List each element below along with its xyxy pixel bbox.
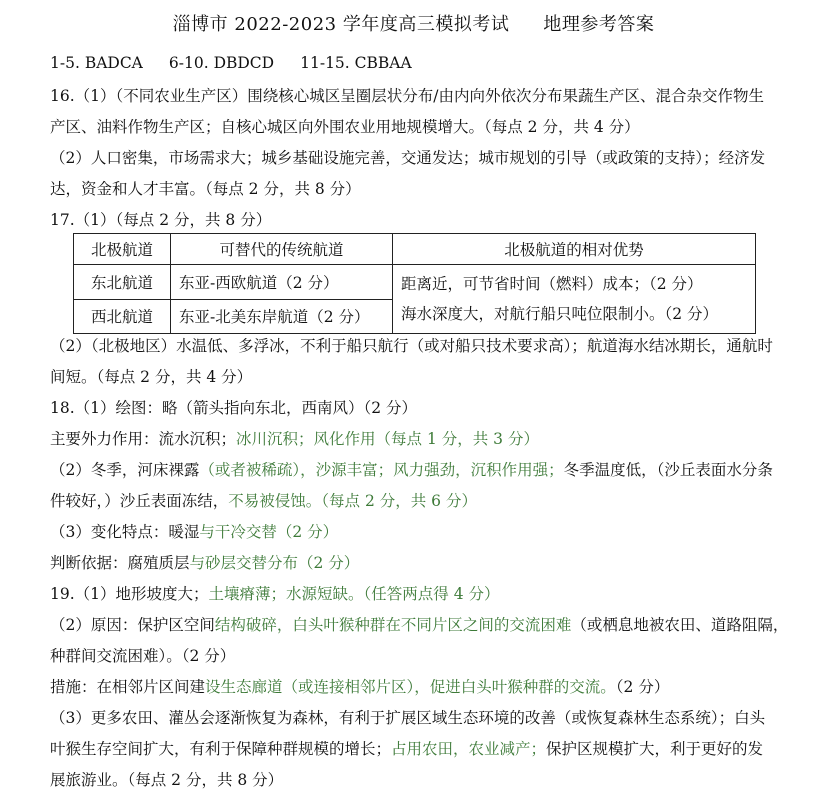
q19-line-2-a: （2）原因：保护区空间	[50, 616, 215, 634]
table-cell-traditional: 东亚-西欧航道（2 分）	[171, 265, 393, 300]
q19-line-2	[50, 615, 788, 635]
q19-line-4-c: （2 分）	[615, 678, 670, 696]
q16-line-1: 16.（1）（不同农业生产区）围绕核心城区呈圈层状分布/由内向外依次分布果蔬生产区、混合杂交作物生	[50, 87, 764, 105]
q17-part2-line-1: （2）（北极地区）水温低、多浮冰，不利于船只航行（或对船只技术要求高）；航道海水结冰期长，通航时	[50, 337, 773, 355]
q19-line-3: 种群间交流困难）。（2 分）	[50, 647, 236, 665]
q16-line-2: 产区、油料作物生产区；自核心城区向外围农业用地规模增大。（每点 2 分，共 4 分）	[50, 118, 640, 136]
q19-line-1-a: 19.（1）地形坡度大；	[50, 585, 209, 603]
q18-line-4-a: 件较好，）沙丘表面冻结，	[50, 492, 229, 510]
table-row	[74, 265, 756, 300]
table-header-cell: 可替代的传统航道	[171, 234, 393, 265]
q18-line-1: 18.（1）绘图：略（箭头指向东北，西南风）（2 分）	[50, 399, 418, 417]
q19-line-4	[50, 677, 669, 697]
q19-line-2-c: （或栖息地被农田、道路阻隔，	[571, 616, 789, 634]
q18-line-6	[50, 553, 359, 573]
q18-line-4-b: 不易被侵蚀。（每点 2 分，共 6 分）	[228, 492, 477, 510]
q19-line-7: 展旅游业。（每点 2 分，共 8 分）	[50, 771, 284, 789]
advantage-2: 海水深度大，对航行船只吨位限制小。（2 分）	[401, 305, 719, 323]
q18-line-5	[50, 522, 338, 542]
q17-part2-line-2: 间短。（每点 2 分，共 4 分）	[50, 368, 253, 386]
mcq-group-2: 6-10. DBDCD	[168, 54, 275, 72]
q18-line-6-a: 判断依据：腐殖质层	[50, 554, 190, 572]
table-cell-traditional: 东亚-北美东岸航道（2 分）	[171, 299, 393, 334]
page-title	[0, 10, 827, 36]
mcq-answers	[50, 53, 412, 73]
table-cell-route: 东北航道	[74, 265, 171, 300]
q19-line-6-a: 叶猴生存空间扩大，有利于保障种群规模的增长；	[50, 740, 392, 758]
table-header-row	[74, 234, 756, 265]
q19-line-4-b: 设生态廊道（或连接相邻片区），促进白头叶猴种群的交流。	[205, 678, 616, 696]
q19-line-2-b: 结构破碎，白头叶猴种群在不同片区之间的交流困难	[214, 616, 572, 634]
advantage-1: 距离近，可节省时间（燃料）成本；（2 分）	[401, 275, 703, 293]
q19-line-1-b: 土壤瘠薄；水源短缺。（任答两点得 4 分）	[208, 585, 500, 603]
q19-line-4-a: 措施：在相邻片区间建	[50, 678, 206, 696]
exam-title: 淄博市 2022-2023 学年度高三模拟考试	[172, 14, 510, 35]
q19-line-6	[50, 739, 763, 759]
q18-line-4	[50, 491, 477, 511]
mcq-group-3: 11-15. CBBAA	[300, 54, 412, 72]
q17-intro: 17.（1）（每点 2 分，共 8 分）	[50, 211, 272, 229]
q18-line-2-a: 主要外力作用：流水沉积；	[50, 430, 237, 448]
table-header-cell: 北极航道	[74, 234, 171, 265]
q18-line-5-b: 与干冷交替（2 分）	[199, 523, 339, 541]
q19-line-5: （3）更多农田、灌丛会逐渐恢复为森林，有利于扩展区域生态环境的改善（或恢复森林生态系统）；白头	[50, 709, 766, 727]
exam-subtitle: 地理参考答案	[543, 14, 655, 35]
q18-line-2	[50, 429, 539, 449]
q19-line-6-c: 保护区规模扩大，利于更好的发	[546, 740, 764, 758]
q18-line-3-a: （2）冬季，河床裸露	[50, 461, 200, 479]
q19-line-1	[50, 584, 499, 604]
q18-line-3	[50, 460, 773, 480]
table-cell-route: 西北航道	[74, 299, 171, 334]
q18-line-5-a: （3）变化特点：暖湿	[50, 523, 200, 541]
table-cell-advantages	[393, 265, 756, 334]
q18-line-3-b: （或者被稀疏），沙源丰富；风力强劲，沉积作用强；	[199, 461, 564, 479]
q18-line-3-c: 冬季温度低，（沙丘表面水分条	[563, 461, 773, 479]
q18-line-6-b: 与砂层交替分布（2 分）	[189, 554, 360, 572]
q18-line-2-b: 冰川沉积；风化作用（每点 1 分，共 3 分）	[236, 430, 539, 448]
arctic-routes-table	[73, 233, 756, 334]
q16-line-3: （2）人口密集，市场需求大；城乡基础设施完善，交通发达；城市规划的引导（或政策的支持）；经济发	[50, 149, 766, 167]
mcq-group-1: 1-5. BADCA	[50, 54, 143, 72]
q19-line-6-b: 占用农田，农业减产；	[391, 740, 547, 758]
q16-line-4: 达，资金和人才丰富。（每点 2 分，共 8 分）	[50, 180, 361, 198]
table-header-cell: 北极航道的相对优势	[393, 234, 756, 265]
